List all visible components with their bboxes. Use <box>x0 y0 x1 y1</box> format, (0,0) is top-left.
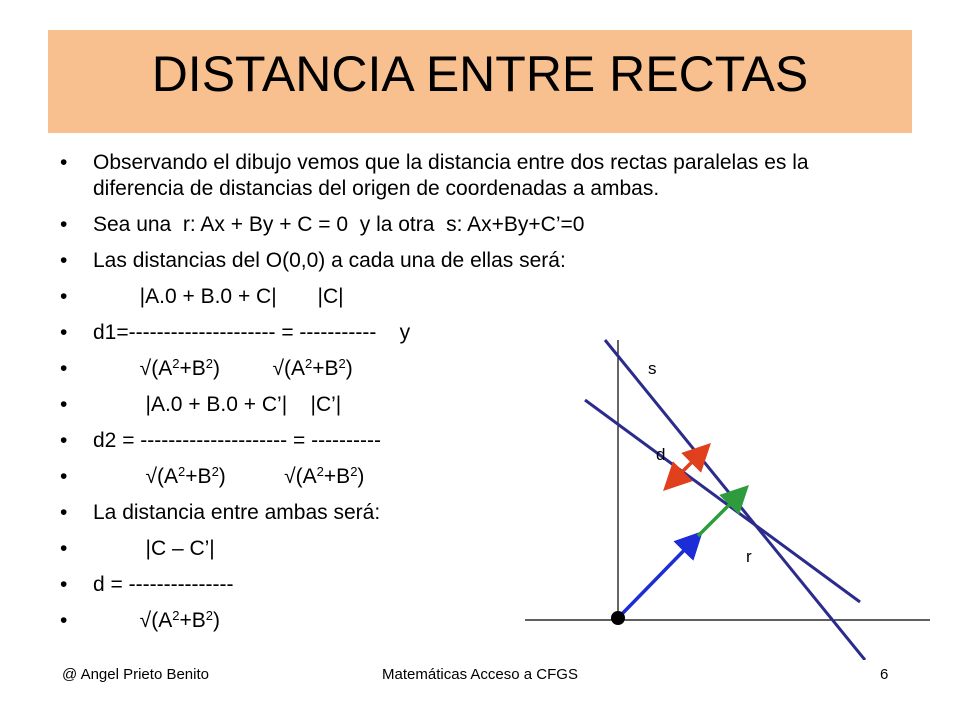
bullet-item: • $√(A^2+B^2)$ $√(A^2+B^2)$ <box>60 356 920 382</box>
title-banner <box>48 30 912 133</box>
label-d: d <box>656 445 666 464</box>
origin-point <box>611 611 625 625</box>
bullet-item: • La distancia entre ambas será: <box>60 500 920 526</box>
footer-author: @ Angel Prieto Benito <box>62 666 209 683</box>
slide-title: DISTANCIA ENTRE RECTAS <box>151 46 809 102</box>
line-r <box>585 400 860 602</box>
bullet-item: • |A.0 + B.0 + C’| |C’| <box>60 392 920 418</box>
bullet-item: • d2 = --------------------- = ---------- <box>60 428 920 454</box>
label-s: s <box>648 359 657 378</box>
label-r: r <box>746 547 752 566</box>
bullet-item: • Las distancias del O(0,0) a cada una de ellas será: <box>60 248 920 274</box>
parallel-lines-figure <box>520 330 940 660</box>
bullet-item: • d = --------------- <box>60 572 920 598</box>
page-number: 6 <box>880 666 889 683</box>
footer-course: Matemáticas Acceso a CFGS <box>382 666 578 683</box>
bullet-item: • d1=--------------------- = ----------- y <box>60 320 920 346</box>
bullet-item: • Observando el dibujo vemos que la distancia entre dos rectas paralelas es la diferencia de distancias del origen de coordenadas a ambas. <box>60 150 893 202</box>
bullet-item: • |C – C’| <box>60 536 920 562</box>
bullet-item: • |A.0 + B.0 + C| |C| <box>60 284 920 310</box>
bullet-item: • $√(A^2+B^2)$ <box>60 608 920 634</box>
vector-origin-to-r <box>620 536 698 616</box>
bullet-item: • $√(A^2+B^2)$ $√(A^2+B^2)$ <box>60 464 920 490</box>
bullet-item: • Sea una r: Ax + By + C = 0 y la otra s: Ax+By+C’=0 <box>60 212 920 238</box>
